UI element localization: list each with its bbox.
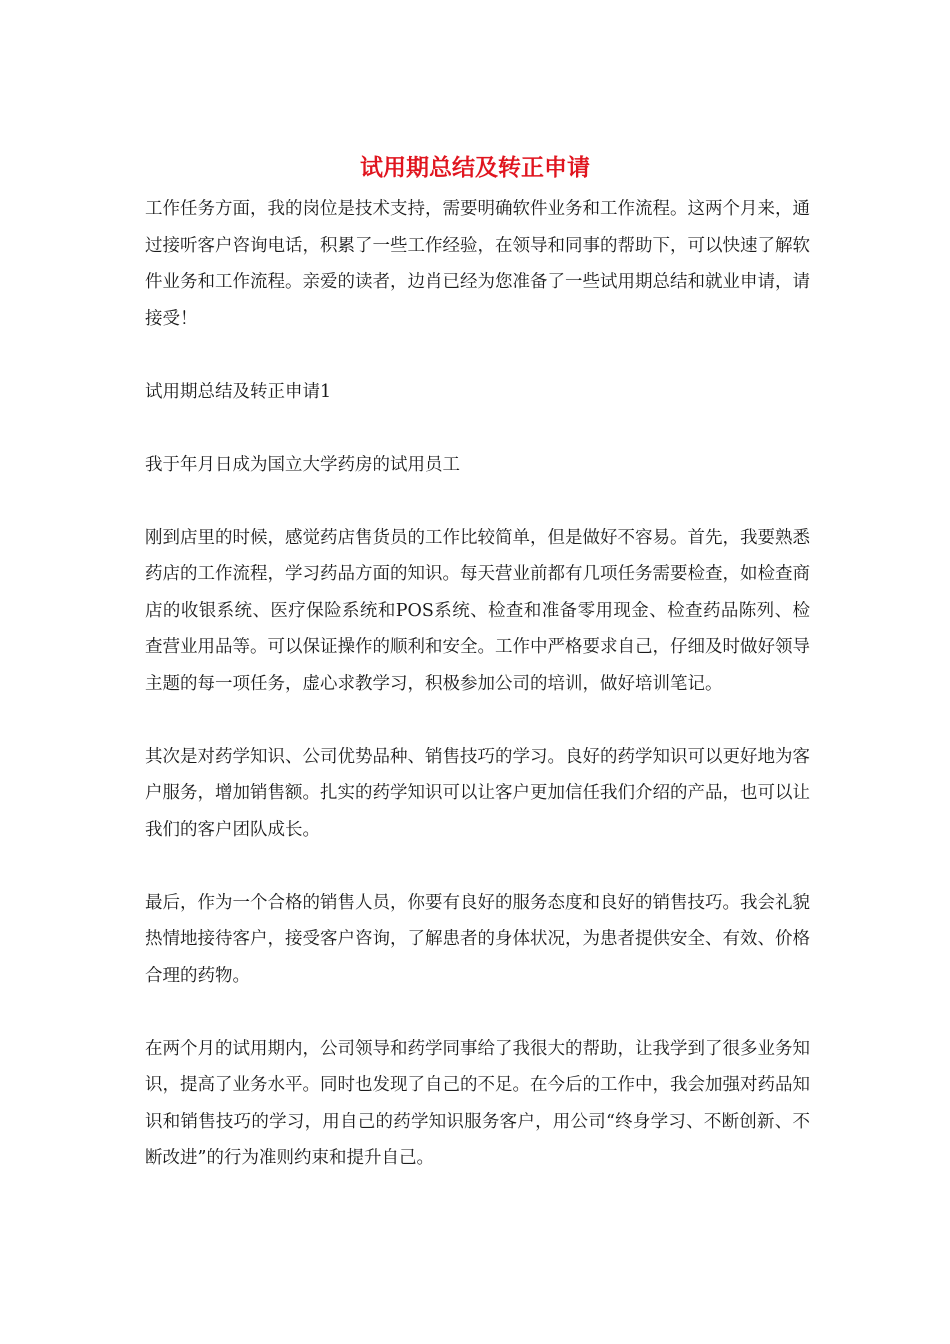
section-heading: 试用期总结及转正申请1 xyxy=(145,381,332,402)
paragraph-spacer xyxy=(145,848,810,885)
document-body xyxy=(145,191,810,1177)
body-paragraph: 其次是对药学知识、公司优势品种、销售技巧的学习。良好的药学知识可以更好地为客户服务，增加销售额。扎实的药学知识可以让客户更加信任我们介绍的产品，也可以让我们的客户团队成长。 xyxy=(145,746,810,840)
paragraph-spacer xyxy=(145,410,810,447)
paragraph-spacer xyxy=(145,702,810,739)
body-paragraph: 刚到店里的时候，感觉药店售货员的工作比较简单，但是做好不容易。首先，我要熟悉药店的工作流程，学习药品方面的知识。每天营业前都有几项任务需要检查，如检查商店的收银系统、医疗保险系统和POS系统、检查和准备零用现金、检查药品陈列、检查营业用品等。可以保证操作的顺利和安全。工作中严格要求自己，仔细及时做好领导主题的每一项任务，虚心求教学习，积极参加公司的培训，做好培训笔记。 xyxy=(145,527,810,694)
body-paragraph: 我于年月日成为国立大学药房的试用员工 xyxy=(145,454,460,475)
body-paragraph: 在两个月的试用期内，公司领导和药学同事给了我很大的帮助，让我学到了很多业务知识，提高了业务水平。同时也发现了自己的不足。在今后的工作中，我会加强对药品知识和销售技巧的学习，用自己的药学知识服务客户，用公司“终身学习、不断创新、不断改进”的行为准则约束和提升自己。 xyxy=(145,1038,810,1168)
body-paragraph: 最后，作为一个合格的销售人员，你要有良好的服务态度和良好的销售技巧。我会礼貌热情地接待客户，接受客户咨询，了解患者的身体状况，为患者提供安全、有效、价格合理的药物。 xyxy=(145,892,810,986)
intro-paragraph: 工作任务方面，我的岗位是技术支持，需要明确软件业务和工作流程。这两个月来，通过接听客户咨询电话，积累了一些工作经验，在领导和同事的帮助下，可以快速了解软件业务和工作流程。亲爱的读者，边肖已经为您准备了一些试用期总结和就业申请，请接受！ xyxy=(145,199,810,329)
paragraph-spacer xyxy=(145,483,810,520)
document-title: 试用期总结及转正申请 xyxy=(360,154,590,181)
paragraph-spacer xyxy=(145,337,810,374)
paragraph-spacer xyxy=(145,994,810,1031)
